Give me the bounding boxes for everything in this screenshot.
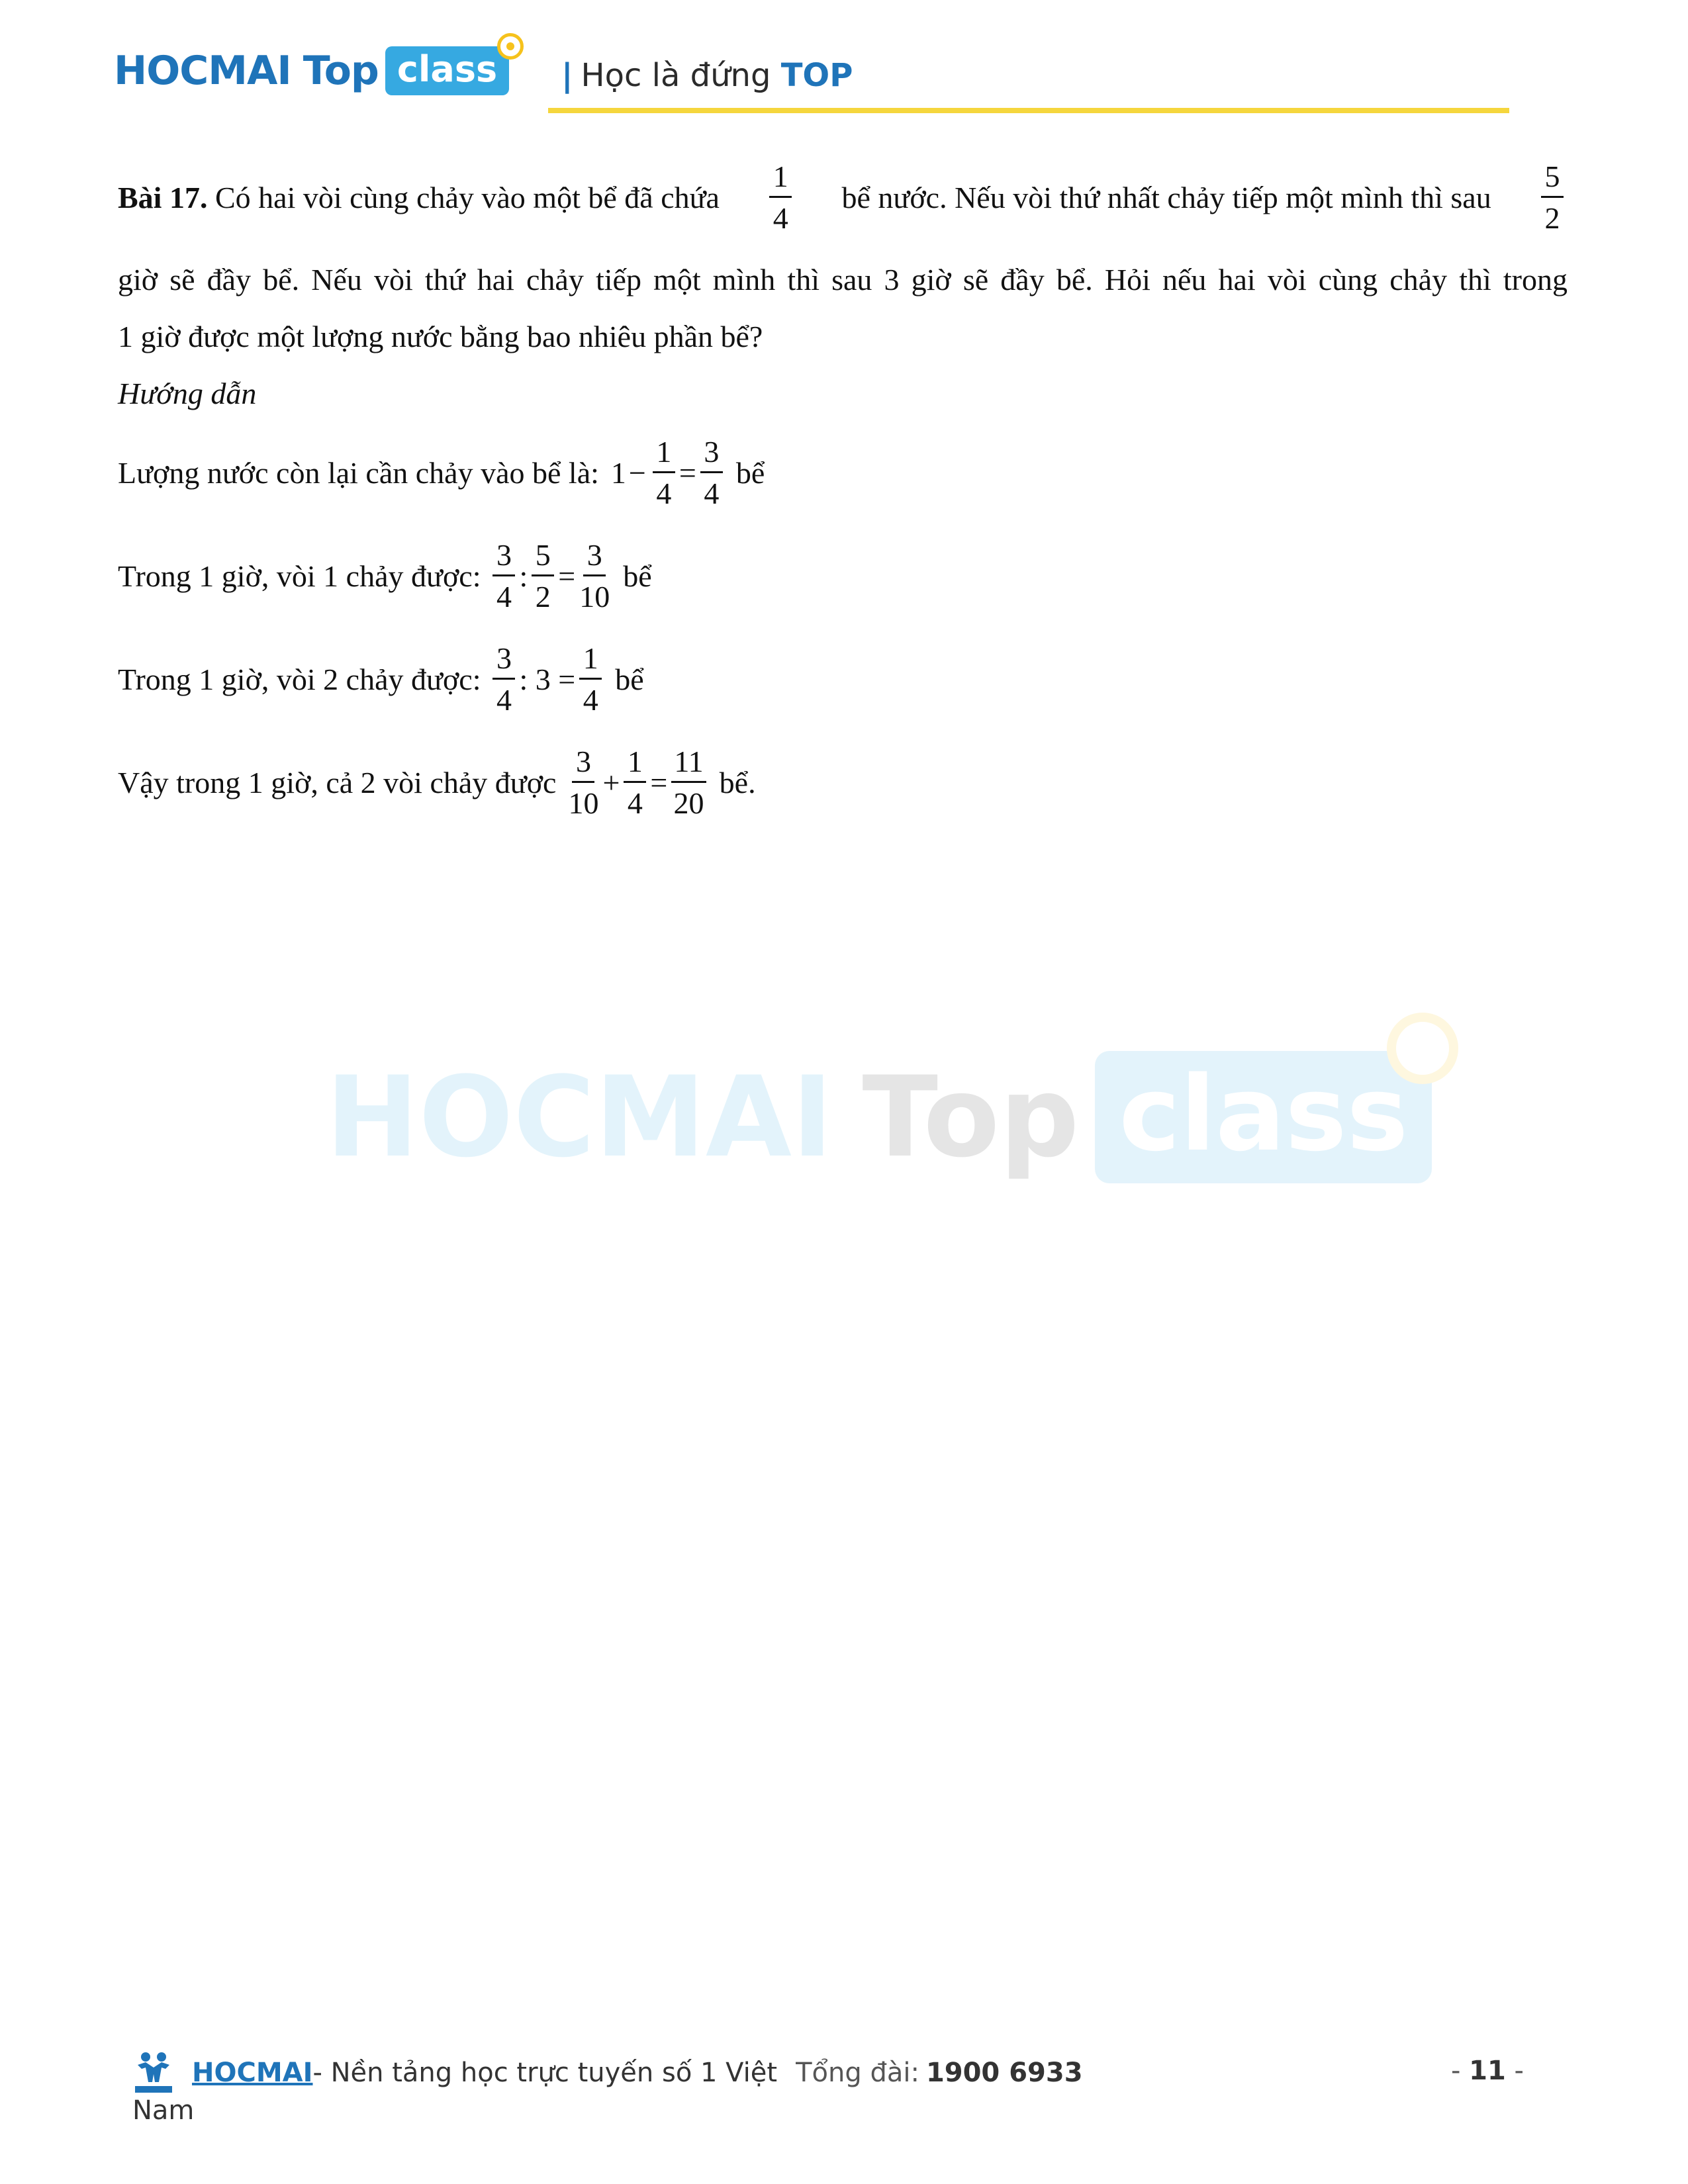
step2-text: Trong 1 giờ, vòi 1 chảy được:	[118, 559, 481, 593]
step1-fraction-1: $\frac{1}{4}$	[653, 437, 675, 509]
footer-tagline: - Nền tảng học trực tuyến số 1 Việt	[312, 2058, 778, 2088]
step3-text: Trong 1 giờ, vòi 2 chảy được:	[118, 662, 481, 696]
logo-class-badge	[385, 46, 509, 95]
step3-fraction-1: 3 4	[492, 643, 515, 715]
header-slogan	[561, 57, 853, 94]
hocmai-people-icon	[132, 2050, 175, 2095]
fraction-one-quarter: 1 4	[769, 161, 792, 234]
step4-fraction-2: $\frac{1}{4}$	[624, 747, 646, 819]
step2-fraction-3: $\frac{3}{10}$	[579, 538, 610, 614]
slogan-text: Học là đứng	[581, 57, 781, 94]
step3-unit: bể	[615, 662, 644, 696]
page-number-value: 11	[1469, 2056, 1506, 2086]
fraction-five-halves: 5 2	[1541, 161, 1564, 234]
guide-step-1	[118, 437, 765, 509]
step3-divide-three: : 3 =	[519, 662, 576, 696]
step1-unit: bể	[735, 455, 765, 490]
sun-icon	[497, 33, 524, 60]
step3-fraction-2: $\frac{1}{4}$	[579, 643, 602, 715]
step1-fraction-2: $\frac{3}{4}$	[700, 437, 723, 509]
watermark-logo	[326, 1051, 1432, 1183]
problem-text-1a: Có hai vòi cùng chảy vào một bể đã chứa	[214, 180, 720, 214]
problem-text-1b: bể nước. Nếu vòi thứ nhất chảy tiếp một mình thì sau	[841, 180, 1491, 214]
step4-fraction-1: 3 10	[568, 745, 599, 820]
problem-label: Bài 17.	[118, 180, 208, 214]
step2-unit: bể	[623, 559, 652, 593]
logo-hocmai-text: HOCMAI	[114, 48, 291, 94]
logo-class-text: class	[385, 46, 509, 95]
step4-unit: bể.	[719, 765, 756, 799]
step2-fraction-2: $\frac{5}{2}$	[532, 540, 554, 612]
footer-hotline-number: 1900 6933	[925, 2058, 1083, 2088]
guide-heading: Hướng dẫn	[118, 377, 257, 410]
watermark-top: Top	[862, 1052, 1080, 1182]
step1-minus: −	[628, 455, 646, 490]
guide-step-3	[118, 643, 644, 715]
step2-fraction-1: 3 4	[492, 540, 515, 612]
step2-divide: :	[519, 559, 528, 593]
footer-tagline-wrap: Nam	[132, 2095, 195, 2126]
footer	[132, 2050, 1083, 2095]
footer-hotline-label: Tổng đài:	[796, 2058, 919, 2088]
watermark-class: class	[1095, 1051, 1432, 1183]
guide-step-2	[118, 540, 652, 612]
problem-line-1	[118, 161, 1568, 234]
step1-one: 1	[610, 455, 626, 490]
logo-top-text: Top	[303, 48, 379, 94]
slogan-divider: |	[561, 57, 573, 94]
header-underline	[548, 108, 1509, 113]
problem-line-3: 1 giờ được một lượng nước bằng bao nhiêu phần bể?	[118, 320, 763, 353]
step1-equals: =	[679, 455, 696, 490]
hocmai-topclass-logo	[114, 46, 509, 95]
watermark-hocmai: HOCMAI	[326, 1052, 833, 1182]
step4-plus: +	[602, 765, 620, 799]
step1-text: Lượng nước còn lại cần chảy vào bể là:	[118, 455, 599, 490]
problem-line-2: giờ sẽ đầy bể. Nếu vòi thứ hai chảy tiếp một mình thì sau 3 giờ sẽ đầy bể. Hỏi nếu hai vòi cùng chảy thì trong	[118, 263, 1568, 296]
step4-fraction-3: $\frac{11}{20}$	[671, 747, 706, 819]
footer-brand-link[interactable]: HOCMAI	[192, 2058, 313, 2088]
slogan-top: TOP	[780, 57, 853, 94]
sun-icon	[1387, 1013, 1458, 1084]
step2-equals: =	[558, 559, 576, 593]
page-number: - 11 -	[1451, 2056, 1524, 2086]
step4-text: Vậy trong 1 giờ, cả 2 vòi chảy được	[118, 765, 557, 799]
guide-step-4	[118, 747, 756, 819]
step4-equals: =	[650, 765, 668, 799]
